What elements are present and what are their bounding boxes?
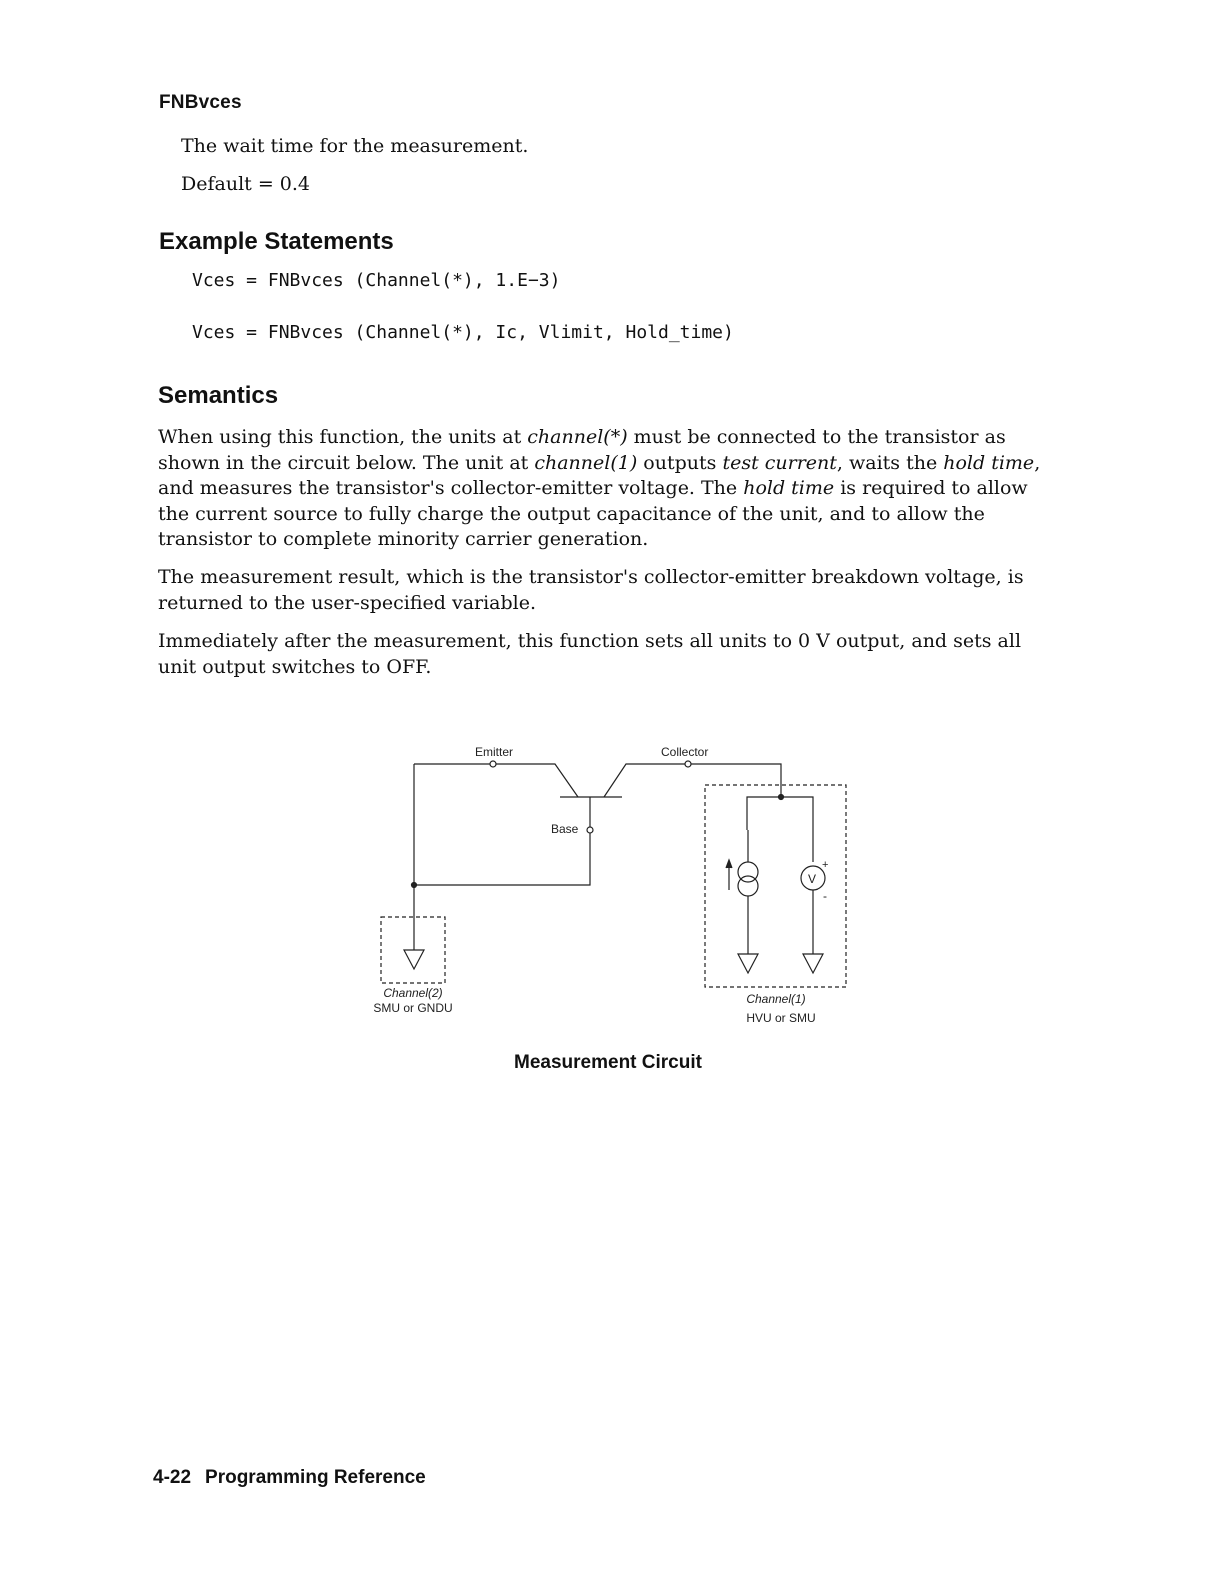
ground-icon: [803, 954, 823, 973]
parameter-default: Default = 0.4: [181, 173, 311, 195]
channel1-type: HVU or SMU: [746, 1011, 816, 1025]
examples-heading: Example Statements: [159, 228, 394, 255]
channel1-box: [705, 785, 846, 987]
example-statement-2: Vces = FNBvces (Channel(*), Ic, Vlimit, Hold_time): [192, 322, 734, 343]
figure-caption: Measurement Circuit: [514, 1052, 702, 1073]
semantics-heading: Semantics: [158, 382, 279, 409]
collector-wire: [604, 764, 781, 797]
base-wire: [414, 797, 590, 885]
parameter-name: FNBvces: [159, 92, 242, 113]
page-footer: [153, 1467, 426, 1489]
semantics-paragraph-1: When using this function, the units at channel(*) must be connected to the transistor as shown in the circuit below. The unit at channel(1) outputs test current, waits the hold time, and measures the transistor's collector-emitter voltage. The hold time is required to allow the current source to fully charge the output capacitance of the unit, and to allow the transistor to complete minority carrier generation.: [158, 426, 1041, 550]
voltmeter-minus: -: [823, 889, 827, 903]
emitter-wire: [414, 764, 578, 797]
channel1-internal-wire: [747, 797, 813, 862]
example-statement-1: Vces = FNBvces (Channel(*), 1.E−3): [192, 270, 561, 291]
section-title: Programming Reference: [205, 1467, 426, 1488]
ground-icon: [404, 950, 424, 969]
channel2-type: SMU or GNDU: [373, 1001, 453, 1015]
page-number: 4-22: [153, 1467, 192, 1488]
collector-label: Collector: [661, 745, 709, 759]
semantics-paragraph-3: Immediately after the measurement, this function sets all units to 0 V output, and sets all unit output switches to OFF.: [158, 630, 1022, 678]
junction-dot: [412, 883, 417, 888]
base-label: Base: [551, 822, 579, 836]
channel1-label: Channel(1): [746, 992, 806, 1006]
semantics-paragraph-2: The measurement result, which is the transistor's collector-emitter breakdown voltage, is returned to the user-specified variable.: [158, 566, 1024, 614]
emitter-terminal: [490, 761, 496, 767]
emitter-label: Emitter: [475, 745, 514, 759]
channel2-label: Channel(2): [383, 986, 443, 1000]
collector-terminal: [685, 761, 691, 767]
current-source-icon: [738, 876, 758, 896]
ground-icon: [738, 954, 758, 973]
parameter-description: The wait time for the measurement.: [181, 135, 529, 157]
voltmeter-label: V: [808, 872, 817, 886]
base-terminal: [587, 827, 593, 833]
voltmeter-plus: +: [822, 859, 829, 871]
